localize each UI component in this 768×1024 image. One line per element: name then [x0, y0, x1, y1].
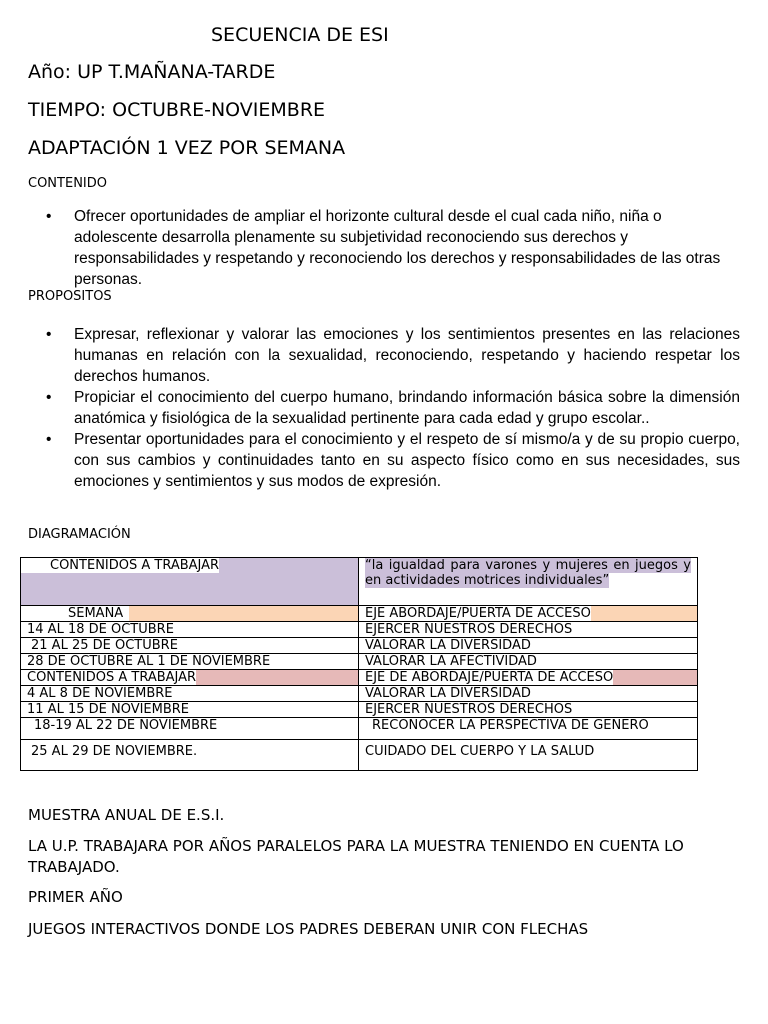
diagramacion-label: DIAGRAMACIÓN: [28, 527, 131, 542]
bullet-icon: •: [46, 326, 52, 343]
table-cell: 25 AL 29 DE NOVIEMBRE.: [21, 740, 359, 771]
semana-header: SEMANA: [27, 606, 123, 621]
table-cell: [359, 670, 698, 686]
contenidos-subheader: CONTENIDOS A TRABAJAR: [27, 670, 197, 685]
list-item: • Propiciar el conocimiento del cuerpo humano, brindando información básica sobre la dimensión anatómica y fisiológica de la sexualidad pertinente para cada edad y grupo escolar..: [46, 389, 740, 427]
muestra-line: MUESTRA ANUAL DE E.S.I.: [28, 806, 225, 824]
time-line: TIEMPO: OCTUBRE-NOVIEMBRE: [28, 99, 326, 121]
table-row: [21, 670, 698, 686]
table-row: [21, 638, 698, 654]
bullet-icon: •: [46, 208, 52, 225]
table-cell: 28 DE OCTUBRE AL 1 DE NOVIEMBRE: [21, 654, 359, 670]
table-row: [21, 622, 698, 638]
eje-description: “la igualdad para varones y mujeres en juegos y en actividades motrices individuales”: [365, 558, 691, 588]
document-title: SECUENCIA DE ESI: [211, 24, 389, 46]
table-row: [21, 740, 698, 771]
table-cell: [359, 558, 698, 606]
juegos-line: JUEGOS INTERACTIVOS DONDE LOS PADRES DEBERAN UNIR CON FLECHAS: [28, 920, 589, 938]
table-cell: CUIDADO DEL CUERPO Y LA SALUD: [359, 740, 698, 771]
table-cell: 18-19 AL 22 DE NOVIEMBRE: [21, 718, 359, 740]
table-cell: 4 AL 8 DE NOVIEMBRE: [21, 686, 359, 702]
table-cell: EJERCER NUESTROS DERECHOS: [359, 622, 698, 638]
table-cell: RECONOCER LA PERSPECTIVA DE GENERO: [359, 718, 698, 740]
table-row: [21, 702, 698, 718]
list-item: • Presentar oportunidades para el conocimiento y el respeto de sí mismo/a y de su propio cuerpo, con sus cambios y continuidades tanto en su aspecto físico como en sus necesidades, sus emociones y sentimientos y sus modos de expresión.: [46, 431, 740, 490]
contenido-list: [28, 206, 740, 290]
table-cell: 14 AL 18 DE OCTUBRE: [21, 622, 359, 638]
year-line: Año: UP T.MAÑANA-TARDE: [28, 61, 276, 83]
table-cell: [21, 558, 359, 606]
table-row: [21, 718, 698, 740]
eje-subheader: EJE DE ABORDAJE/PUERTA DE ACCESO: [365, 670, 614, 685]
table-row: [21, 558, 698, 606]
eje-header: EJE ABORDAJE/PUERTA DE ACCESO: [365, 606, 591, 621]
table-cell: VALORAR LA DIVERSIDAD: [359, 638, 698, 654]
diagramacion-table: [20, 557, 698, 771]
contenido-label: CONTENIDO: [28, 176, 107, 191]
adaptation-line: ADAPTACIÓN 1 VEZ POR SEMANA: [28, 137, 346, 159]
table-cell: VALORAR LA DIVERSIDAD: [359, 686, 698, 702]
list-item: • Expresar, reflexionar y valorar las emociones y los sentimientos presentes en las relaciones humanas en relación con la sexualidad, reconociendo, respetando y haciendo respetar los derechos humanos.: [46, 326, 740, 385]
table-cell: [359, 606, 698, 622]
list-item: • Ofrecer oportunidades de ampliar el horizonte cultural desde el cual cada niño, niña o adolescente desarrolla plenamente su subjetividad reconociendo sus derechos y responsabilidades y respetando y reconociendo los derechos y responsabilidades de las otras personas.: [46, 208, 721, 288]
table-row: [21, 654, 698, 670]
up-paragraph: LA U.P. TRABAJARA POR AÑOS PARALELOS PARA LA MUESTRA TENIENDO EN CUENTA LO TRABAJADO.: [28, 837, 684, 876]
table-cell: [21, 670, 359, 686]
table-cell: EJERCER NUESTROS DERECHOS: [359, 702, 698, 718]
table-cell: 11 AL 15 DE NOVIEMBRE: [21, 702, 359, 718]
table-row: [21, 606, 698, 622]
bullet-icon: •: [46, 431, 52, 448]
bullet-icon: •: [46, 389, 52, 406]
contenidos-header: CONTENIDOS A TRABAJAR: [27, 558, 219, 573]
primer-anio-line: PRIMER AÑO: [28, 888, 123, 906]
propositos-list: [28, 324, 740, 492]
table-row: [21, 686, 698, 702]
table-cell: VALORAR LA AFECTIVIDAD: [359, 654, 698, 670]
table-cell: 21 AL 25 DE OCTUBRE: [21, 638, 359, 654]
propositos-label: PROPOSITOS: [28, 289, 112, 304]
table-cell: [21, 606, 359, 622]
